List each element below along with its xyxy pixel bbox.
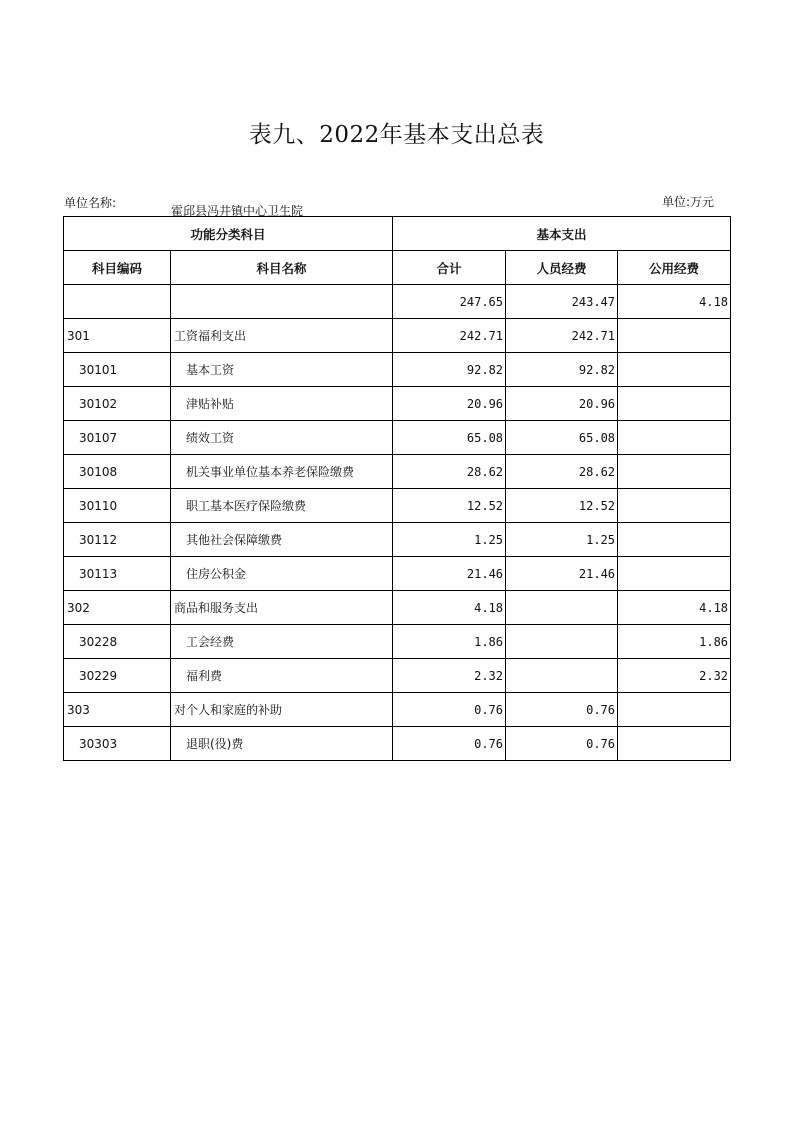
row-code: 30107 xyxy=(64,421,171,455)
row-public xyxy=(618,319,731,353)
header-row-columns xyxy=(64,251,731,285)
row-public xyxy=(618,421,731,455)
row-name: 退职(役)费 xyxy=(171,727,393,761)
row-public: 1.86 xyxy=(618,625,731,659)
row-total: 4.18 xyxy=(393,591,506,625)
row-code: 30229 xyxy=(64,659,171,693)
table-row xyxy=(64,727,731,761)
header-basic-expenditure: 基本支出 xyxy=(393,217,731,251)
row-total: 2.32 xyxy=(393,659,506,693)
row-total: 247.65 xyxy=(393,285,506,319)
row-public xyxy=(618,693,731,727)
page-title: 表九、2022年基本支出总表 xyxy=(248,122,545,148)
header-total: 合计 xyxy=(393,251,506,285)
row-personnel: 28.62 xyxy=(506,455,618,489)
row-code: 30102 xyxy=(64,387,171,421)
row-personnel: 0.76 xyxy=(506,727,618,761)
row-public: 4.18 xyxy=(618,591,731,625)
row-total: 28.62 xyxy=(393,455,506,489)
table-row xyxy=(64,387,731,421)
table-row xyxy=(64,659,731,693)
row-personnel xyxy=(506,625,618,659)
row-total: 21.46 xyxy=(393,557,506,591)
table-row xyxy=(64,591,731,625)
row-total: 1.25 xyxy=(393,523,506,557)
table-row xyxy=(64,625,731,659)
row-total: 20.96 xyxy=(393,387,506,421)
row-personnel: 0.76 xyxy=(506,693,618,727)
table-row xyxy=(64,421,731,455)
row-name: 工会经费 xyxy=(171,625,393,659)
table-row xyxy=(64,557,731,591)
header-public: 公用经费 xyxy=(618,251,731,285)
row-total: 12.52 xyxy=(393,489,506,523)
row-public xyxy=(618,557,731,591)
unit-name-value: 霍邱县冯井镇中心卫生院 xyxy=(171,204,304,218)
table-row xyxy=(64,319,731,353)
row-total: 0.76 xyxy=(393,727,506,761)
row-personnel: 1.25 xyxy=(506,523,618,557)
header-row-group xyxy=(64,217,731,251)
row-name: 机关事业单位基本养老保险缴费 xyxy=(171,455,393,489)
row-name: 其他社会保障缴费 xyxy=(171,523,393,557)
row-public xyxy=(618,353,731,387)
row-personnel xyxy=(506,591,618,625)
row-personnel: 12.52 xyxy=(506,489,618,523)
row-public: 2.32 xyxy=(618,659,731,693)
row-total: 65.08 xyxy=(393,421,506,455)
row-public xyxy=(618,489,731,523)
table-row xyxy=(64,693,731,727)
row-personnel: 243.47 xyxy=(506,285,618,319)
row-name: 津贴补贴 xyxy=(171,387,393,421)
row-personnel: 92.82 xyxy=(506,353,618,387)
row-name: 福利费 xyxy=(171,659,393,693)
row-code: 30101 xyxy=(64,353,171,387)
header-code: 科目编码 xyxy=(64,251,171,285)
row-name: 职工基本医疗保险缴费 xyxy=(171,489,393,523)
row-personnel: 242.71 xyxy=(506,319,618,353)
row-name: 绩效工资 xyxy=(171,421,393,455)
table-row xyxy=(64,455,731,489)
row-public: 4.18 xyxy=(618,285,731,319)
row-code: 30110 xyxy=(64,489,171,523)
table-row xyxy=(64,285,731,319)
row-total: 0.76 xyxy=(393,693,506,727)
row-total: 1.86 xyxy=(393,625,506,659)
row-public xyxy=(618,387,731,421)
unit-name-label: 单位名称: xyxy=(64,196,117,210)
row-name: 基本工资 xyxy=(171,353,393,387)
row-public xyxy=(618,727,731,761)
row-name xyxy=(171,285,393,319)
table-row xyxy=(64,523,731,557)
header-name: 科目名称 xyxy=(171,251,393,285)
row-name: 商品和服务支出 xyxy=(171,591,393,625)
header-personnel: 人员经费 xyxy=(506,251,618,285)
row-personnel: 65.08 xyxy=(506,421,618,455)
row-name: 对个人和家庭的补助 xyxy=(171,693,393,727)
row-total: 92.82 xyxy=(393,353,506,387)
row-code: 303 xyxy=(64,693,171,727)
row-code: 301 xyxy=(64,319,171,353)
row-personnel xyxy=(506,659,618,693)
header-functional-category: 功能分类科目 xyxy=(64,217,393,251)
row-public xyxy=(618,455,731,489)
row-code: 30112 xyxy=(64,523,171,557)
expenditure-table xyxy=(63,216,731,761)
currency-unit: 单位:万元 xyxy=(662,195,715,209)
row-code: 30108 xyxy=(64,455,171,489)
row-code: 30113 xyxy=(64,557,171,591)
row-code: 302 xyxy=(64,591,171,625)
row-public xyxy=(618,523,731,557)
row-code xyxy=(64,285,171,319)
row-name: 工资福利支出 xyxy=(171,319,393,353)
row-personnel: 20.96 xyxy=(506,387,618,421)
row-code: 30228 xyxy=(64,625,171,659)
row-code: 30303 xyxy=(64,727,171,761)
table-row xyxy=(64,353,731,387)
row-personnel: 21.46 xyxy=(506,557,618,591)
row-name: 住房公积金 xyxy=(171,557,393,591)
row-total: 242.71 xyxy=(393,319,506,353)
table-row xyxy=(64,489,731,523)
